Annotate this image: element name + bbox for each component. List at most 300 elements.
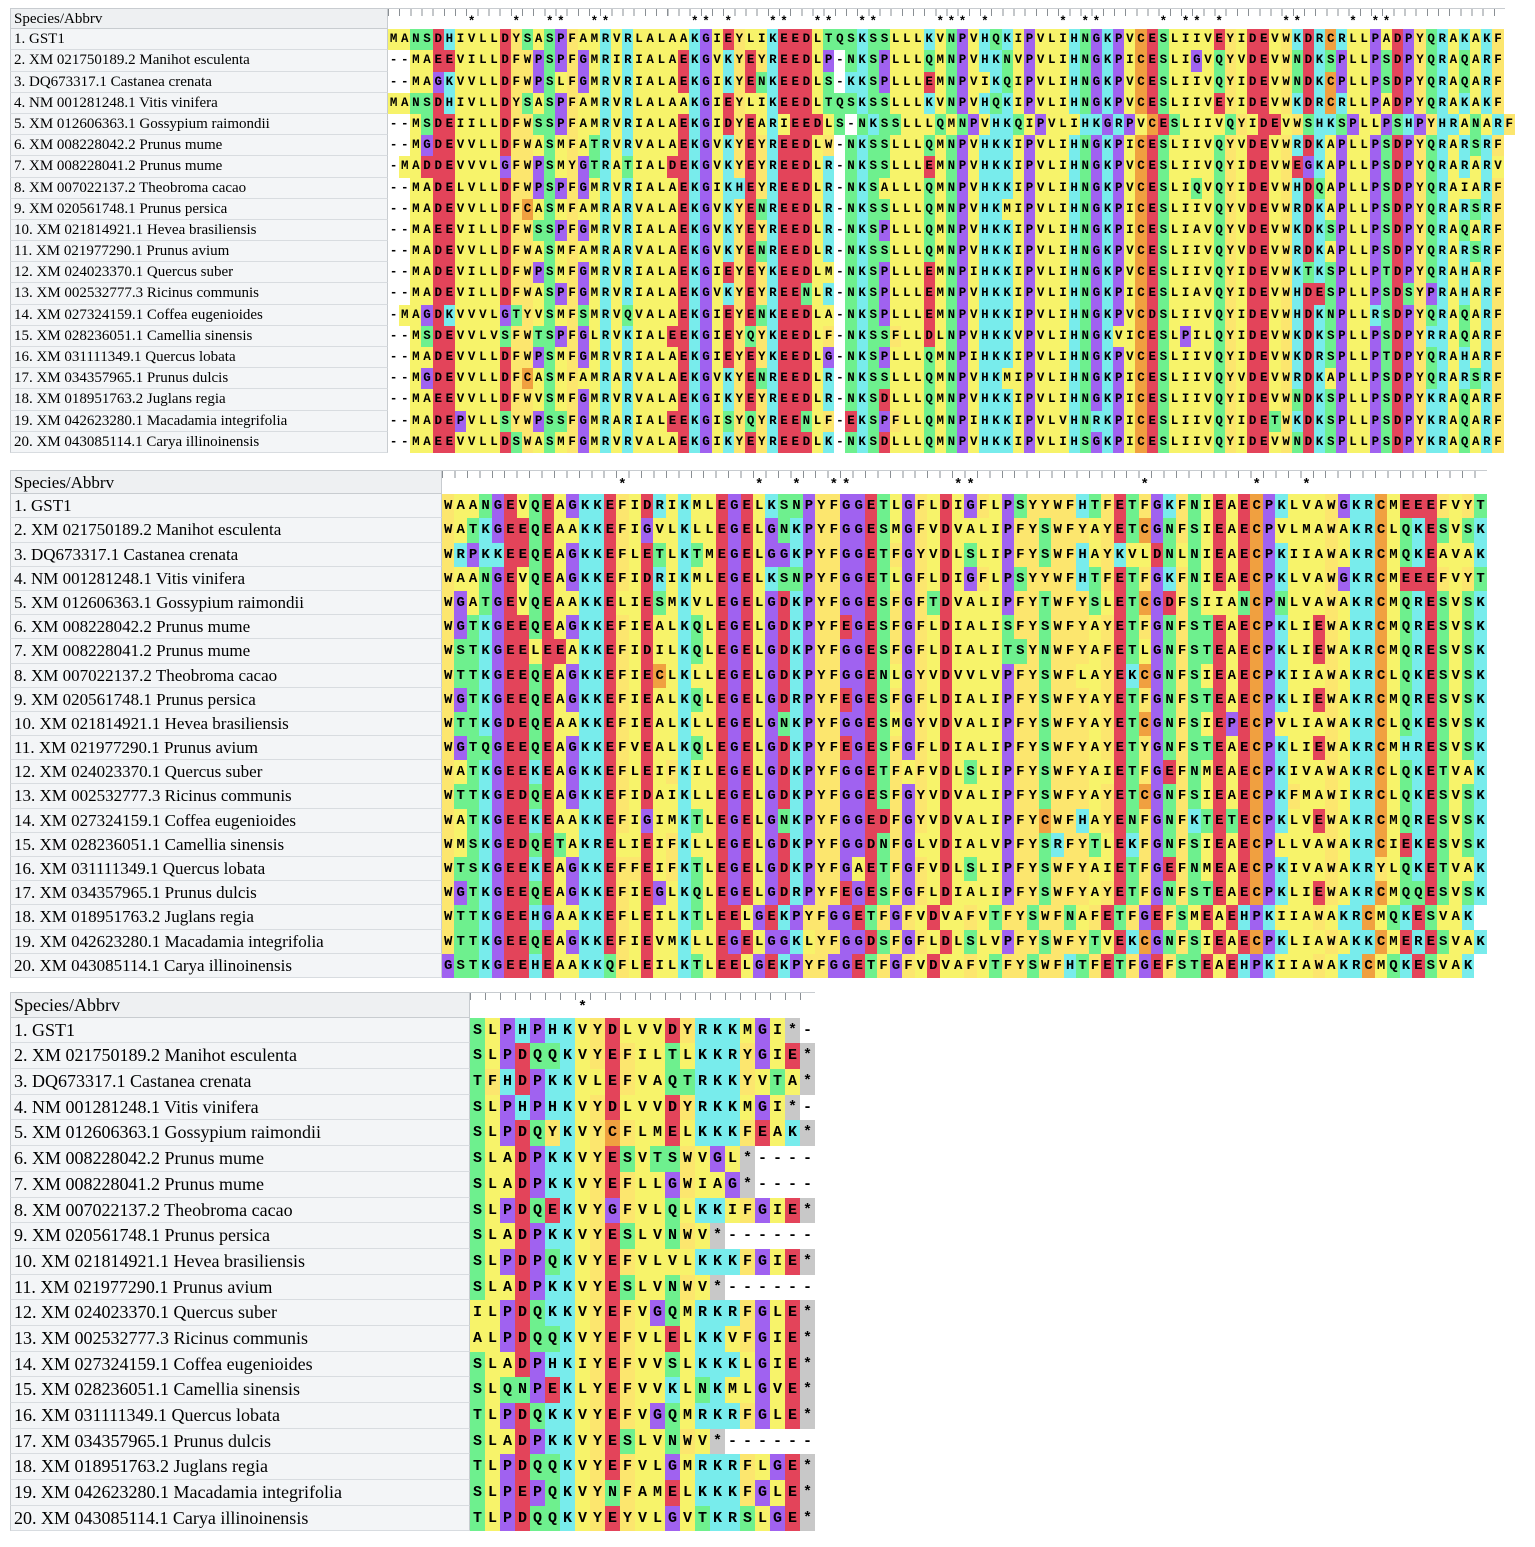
residue-cell: G	[1091, 347, 1102, 368]
species-name[interactable]: 6. XM 008228042.2 Prunus mume	[10, 1146, 470, 1172]
residue-cell: H	[979, 178, 990, 199]
species-header[interactable]: Species/Abbrv	[10, 470, 442, 494]
species-name[interactable]: 7. XM 008228041.2 Prunus mume	[10, 1172, 470, 1198]
residue-cell: M	[555, 262, 566, 283]
residue-cell: P	[957, 283, 968, 304]
residue-cell: R	[1437, 262, 1448, 283]
residue-cell: R	[600, 262, 611, 283]
sequence-row[interactable]	[442, 881, 1487, 905]
residue-cell: E	[1101, 905, 1113, 929]
residue-cell: L	[656, 347, 667, 368]
residue-cell: G	[840, 543, 852, 567]
residue-cell: A	[1481, 114, 1492, 135]
residue-cell: K	[1275, 809, 1287, 833]
residue-cell: -	[845, 114, 856, 135]
residue-cell: T	[454, 857, 466, 881]
residue-cell: R	[1437, 305, 1448, 326]
sequence-row[interactable]	[442, 664, 1487, 688]
species-name[interactable]: 2. XM 021750189.2 Manihot esculenta	[10, 50, 388, 71]
residue-cell: A	[952, 954, 964, 978]
species-name[interactable]: 14. XM 027324159.1 Coffea eugenioides	[10, 305, 388, 326]
species-name[interactable]: 19. XM 042623280.1 Macadamia integrifolia	[10, 411, 388, 432]
sequence-row[interactable]	[388, 156, 1515, 177]
residue-cell: E	[716, 615, 728, 639]
residue-cell: E	[1213, 664, 1225, 688]
residue-cell: E	[517, 518, 529, 542]
residue-cell: L	[1347, 368, 1358, 389]
residue-cell: E	[604, 905, 616, 929]
residue-cell: G	[840, 760, 852, 784]
sequence-row[interactable]	[442, 736, 1487, 760]
species-name[interactable]: 17. XM 034357965.1 Prunus dulcis	[10, 368, 388, 389]
species-name[interactable]: 6. XM 008228042.2 Prunus mume	[10, 135, 388, 156]
residue-cell: L	[890, 368, 901, 389]
species-name[interactable]: 6. XM 008228042.2 Prunus mume	[10, 615, 442, 639]
sequence-row[interactable]	[470, 1326, 815, 1352]
residue-cell: Y	[590, 1275, 605, 1301]
sequence-row[interactable]	[388, 178, 1515, 199]
residue-cell: S	[1039, 736, 1051, 760]
species-name[interactable]: 2. XM 021750189.2 Manihot esculenta	[10, 1043, 470, 1069]
species-name[interactable]: 7. XM 008228041.2 Prunus mume	[10, 156, 388, 177]
species-name[interactable]: 9. XM 020561748.1 Prunus persica	[10, 199, 388, 220]
residue-cell: G	[454, 688, 466, 712]
residue-cell: D	[801, 347, 812, 368]
sequence-row[interactable]	[388, 262, 1515, 283]
sequence-row[interactable]	[470, 1454, 815, 1480]
residue-cell: L	[1169, 220, 1180, 241]
residue-cell: L	[1347, 93, 1358, 114]
residue-cell: L	[1169, 241, 1180, 262]
species-name[interactable]: 20. XM 043085114.1 Carya illinoinensis	[10, 432, 388, 453]
species-name[interactable]: 13. XM 002532777.3 Ricinus communis	[10, 784, 442, 808]
residue-cell: A	[1313, 760, 1325, 784]
species-name[interactable]: 16. XM 031111349.1 Quercus lobata	[10, 1403, 470, 1429]
consensus-row	[442, 470, 1487, 494]
species-name[interactable]: 4. NM 001281248.1 Vitis vinifera	[10, 1095, 470, 1121]
residue-cell: Y	[1139, 736, 1151, 760]
residue-cell: M	[410, 199, 421, 220]
residue-cell: Q	[1214, 389, 1225, 410]
residue-cell: D	[500, 114, 511, 135]
consensus-mark: *	[829, 477, 838, 493]
residue-cell: G	[755, 1377, 770, 1403]
residue-cell: V	[1035, 347, 1046, 368]
species-name[interactable]: 10. XM 021814921.1 Hevea brasiliensis	[10, 1249, 470, 1275]
residue-cell: F	[828, 494, 840, 518]
sequence-row[interactable]	[388, 241, 1515, 262]
species-name[interactable]: 1. GST1	[10, 1018, 470, 1044]
residue-cell: P	[1113, 411, 1124, 432]
residue-cell: F	[616, 712, 628, 736]
residue-cell: P	[803, 518, 815, 542]
residue-cell: Q	[529, 688, 541, 712]
sequence-row[interactable]	[388, 72, 1515, 93]
species-name[interactable]: 14. XM 027324159.1 Coffea eugenioides	[10, 809, 442, 833]
sequence-row[interactable]	[442, 905, 1487, 929]
residue-cell: F	[616, 736, 628, 760]
residue-cell: A	[1338, 543, 1350, 567]
species-name[interactable]: 10. XM 021814921.1 Hevea brasiliensis	[10, 220, 388, 241]
residue-cell: L	[633, 29, 644, 50]
residue-cell: I	[1124, 135, 1135, 156]
residue-cell: A	[1448, 156, 1459, 177]
sequence-row[interactable]	[470, 1198, 815, 1224]
residue-cell: G	[578, 347, 589, 368]
species-name[interactable]: 13. XM 002532777.3 Ricinus communis	[10, 1326, 470, 1352]
species-name[interactable]: 11. XM 021977290.1 Prunus avium	[10, 241, 388, 262]
residue-cell: S	[1403, 283, 1414, 304]
residue-cell: K	[689, 411, 700, 432]
sequence-row[interactable]	[388, 347, 1515, 368]
sequence-row[interactable]	[388, 432, 1515, 453]
residue-cell: C	[1135, 156, 1146, 177]
residue-cell: A	[1089, 809, 1101, 833]
residue-cell: -	[388, 220, 399, 241]
sequence-row[interactable]	[442, 809, 1487, 833]
species-name[interactable]: 4. NM 001281248.1 Vitis vinifera	[10, 93, 388, 114]
sequence-row[interactable]	[470, 1146, 815, 1172]
residue-cell: Y	[734, 135, 745, 156]
residue-cell: W	[1281, 432, 1292, 453]
sequence-row[interactable]	[470, 1223, 815, 1249]
sequence-panel[interactable]	[470, 992, 815, 1531]
residue-cell: V	[968, 220, 979, 241]
residue-cell: I	[770, 1018, 785, 1044]
sequence-row[interactable]	[388, 326, 1515, 347]
residue-cell: E	[852, 954, 864, 978]
residue-cell: E	[723, 262, 734, 283]
residue-cell: G	[890, 905, 902, 929]
species-name[interactable]: 1. GST1	[10, 494, 442, 518]
residue-cell: V	[635, 1300, 650, 1326]
species-name[interactable]: 5. XM 012606363.1 Gossypium raimondii	[10, 114, 388, 135]
residue-cell: T	[1126, 494, 1138, 518]
residue-cell: I	[968, 347, 979, 368]
sequence-row[interactable]	[388, 283, 1515, 304]
species-name[interactable]: 2. XM 021750189.2 Manihot esculenta	[10, 518, 442, 542]
residue-cell: L	[629, 760, 641, 784]
species-name[interactable]: 11. XM 021977290.1 Prunus avium	[10, 1275, 470, 1301]
residue-cell: L	[666, 543, 678, 567]
residue-cell: C	[1250, 494, 1262, 518]
species-name[interactable]: 9. XM 020561748.1 Prunus persica	[10, 1223, 470, 1249]
sequence-panel[interactable]	[442, 470, 1487, 978]
residue-cell: V	[455, 389, 466, 410]
residue-cell: V	[1449, 664, 1461, 688]
species-name[interactable]: 5. XM 012606363.1 Gossypium raimondii	[10, 591, 442, 615]
residue-cell: W	[1281, 93, 1292, 114]
species-name[interactable]: 3. DQ673317.1 Castanea crenata	[10, 72, 388, 93]
sequence-row[interactable]	[470, 1403, 815, 1429]
sequence-row[interactable]	[442, 615, 1487, 639]
species-name[interactable]: 15. XM 028236051.1 Camellia sinensis	[10, 326, 388, 347]
residue-cell: R	[622, 93, 633, 114]
residue-cell: K	[560, 1146, 575, 1172]
residue-cell: A	[1089, 881, 1101, 905]
sequence-row[interactable]	[442, 954, 1487, 978]
residue-cell: L	[1387, 784, 1399, 808]
species-name[interactable]: 1. GST1	[10, 29, 388, 50]
sequence-row[interactable]	[442, 833, 1487, 857]
residue-cell: -	[834, 283, 845, 304]
residue-cell: K	[1275, 688, 1287, 712]
residue-cell: F	[902, 905, 914, 929]
residue-cell: M	[589, 241, 600, 262]
residue-cell: F	[1176, 881, 1188, 905]
residue-cell: V	[1202, 220, 1213, 241]
sequence-row[interactable]	[442, 930, 1487, 954]
residue-cell: Y	[1101, 881, 1113, 905]
residue-cell: I	[1202, 114, 1213, 135]
residue-cell: -	[388, 241, 399, 262]
residue-cell: G	[902, 809, 914, 833]
species-name[interactable]: 16. XM 031111349.1 Quercus lobata	[10, 857, 442, 881]
species-name[interactable]: 3. DQ673317.1 Castanea crenata	[10, 1069, 470, 1095]
residue-cell: S	[421, 326, 432, 347]
residue-cell: A	[611, 411, 622, 432]
sequence-row[interactable]	[388, 220, 1515, 241]
residue-cell: D	[1303, 347, 1314, 368]
residue-cell: E	[741, 543, 753, 567]
sequence-row[interactable]	[388, 135, 1515, 156]
residue-cell: M	[410, 411, 421, 432]
species-name[interactable]: 11. XM 021977290.1 Prunus avium	[10, 736, 442, 760]
species-name[interactable]: 3. DQ673317.1 Castanea crenata	[10, 543, 442, 567]
residue-cell: N	[790, 494, 802, 518]
sequence-row[interactable]	[442, 639, 1487, 663]
residue-cell: P	[1403, 432, 1414, 453]
species-name[interactable]: 8. XM 007022137.2 Theobroma cacao	[10, 178, 388, 199]
species-header[interactable]: Species/Abbrv	[10, 992, 470, 1018]
residue-cell: E	[1114, 857, 1126, 881]
residue-cell: K	[560, 1018, 575, 1044]
sequence-row[interactable]	[442, 712, 1487, 736]
residue-cell: N	[1163, 615, 1175, 639]
residue-cell: E	[1258, 389, 1269, 410]
sequence-row[interactable]	[388, 389, 1515, 410]
residue-cell: L	[656, 305, 667, 326]
residue-cell: L	[1288, 712, 1300, 736]
residue-cell: K	[678, 833, 690, 857]
residue-cell: V	[1113, 326, 1124, 347]
sequence-row[interactable]	[442, 688, 1487, 712]
residue-cell: V	[952, 809, 964, 833]
sequence-row[interactable]	[442, 543, 1487, 567]
species-name[interactable]: 4. NM 001281248.1 Vitis vinifera	[10, 567, 442, 591]
residue-cell: E	[1400, 930, 1412, 954]
residue-cell: D	[778, 688, 790, 712]
species-name[interactable]: 8. XM 007022137.2 Theobroma cacao	[10, 1198, 470, 1224]
residue-cell: E	[517, 857, 529, 881]
residue-cell: P	[1024, 135, 1035, 156]
residue-cell: P	[1113, 199, 1124, 220]
residue-cell: E	[741, 857, 753, 881]
sequence-row[interactable]	[470, 1506, 815, 1532]
residue-cell: V	[1035, 305, 1046, 326]
residue-cell: I	[1057, 389, 1068, 410]
sequence-row[interactable]	[388, 50, 1515, 71]
sequence-row[interactable]	[442, 760, 1487, 784]
residue-cell: C	[1250, 784, 1262, 808]
residue-cell: Q	[1400, 881, 1412, 905]
residue-cell: Y	[734, 305, 745, 326]
residue-cell: I	[712, 347, 723, 368]
sequence-row[interactable]	[470, 1043, 815, 1069]
residue-cell: -	[770, 1146, 785, 1172]
sequence-row[interactable]	[470, 1018, 815, 1044]
residue-cell: I	[1180, 283, 1191, 304]
sequence-row[interactable]	[470, 1429, 815, 1455]
species-header[interactable]: Species/Abbrv	[10, 8, 388, 29]
species-name[interactable]: 20. XM 043085114.1 Carya illinoinensis	[10, 1506, 470, 1532]
residue-cell: Y	[1225, 156, 1236, 177]
species-name[interactable]: 8. XM 007022137.2 Theobroma cacao	[10, 664, 442, 688]
sequence-row[interactable]	[442, 591, 1487, 615]
species-name[interactable]: 5. XM 012606363.1 Gossypium raimondii	[10, 1120, 470, 1146]
species-name[interactable]: 19. XM 042623280.1 Macadamia integrifolia	[10, 930, 442, 954]
residue-cell: S	[1188, 688, 1200, 712]
species-name[interactable]: 12. XM 024023370.1 Quercus suber	[10, 262, 388, 283]
species-name[interactable]: 20. XM 043085114.1 Carya illinoinensis	[10, 954, 442, 978]
residue-cell: I	[1191, 135, 1202, 156]
sequence-row[interactable]	[442, 784, 1487, 808]
species-name[interactable]: 14. XM 027324159.1 Coffea eugenioides	[10, 1352, 470, 1378]
residue-cell: E	[1238, 567, 1250, 591]
sequence-panel[interactable]	[388, 8, 1515, 453]
residue-cell: L	[650, 1172, 665, 1198]
species-name[interactable]: 12. XM 024023370.1 Quercus suber	[10, 760, 442, 784]
sequence-row[interactable]	[442, 494, 1487, 518]
residue-cell: F	[1014, 712, 1026, 736]
species-name[interactable]: 17. XM 034357965.1 Prunus dulcis	[10, 1429, 470, 1455]
residue-cell: K	[990, 347, 1001, 368]
residue-cell: A	[645, 368, 656, 389]
species-name[interactable]: 15. XM 028236051.1 Camellia sinensis	[10, 1377, 470, 1403]
residue-cell: L	[1046, 262, 1057, 283]
residue-cell: V	[927, 760, 939, 784]
species-name[interactable]: 17. XM 034357965.1 Prunus dulcis	[10, 881, 442, 905]
residue-cell: K	[479, 664, 491, 688]
residue-cell: Y	[1101, 615, 1113, 639]
sequence-row[interactable]	[388, 411, 1515, 432]
residue-cell: K	[579, 494, 591, 518]
residue-cell: S	[868, 220, 879, 241]
residue-cell: I	[952, 615, 964, 639]
residue-cell: N	[1064, 905, 1076, 929]
sequence-row[interactable]	[470, 1300, 815, 1326]
sequence-row[interactable]	[388, 368, 1515, 389]
residue-cell: G	[1091, 432, 1102, 453]
residue-cell: R	[823, 156, 834, 177]
residue-cell: N	[1163, 784, 1175, 808]
species-name[interactable]: 12. XM 024023370.1 Quercus suber	[10, 1300, 470, 1326]
residue-cell: T	[1002, 639, 1014, 663]
residue-cell: L	[485, 1352, 500, 1378]
residue-cell: M	[1387, 639, 1399, 663]
sequence-row[interactable]	[470, 1172, 815, 1198]
species-name[interactable]: 19. XM 042623280.1 Macadamia integrifolia	[10, 1480, 470, 1506]
species-name[interactable]: 15. XM 028236051.1 Camellia sinensis	[10, 833, 442, 857]
residue-cell: H	[979, 305, 990, 326]
sequence-row[interactable]	[442, 857, 1487, 881]
sequence-row[interactable]	[470, 1249, 815, 1275]
residue-cell: S	[1470, 368, 1481, 389]
residue-cell: E	[605, 1172, 620, 1198]
residue-cell: P	[1370, 432, 1381, 453]
residue-cell: L	[890, 220, 901, 241]
sequence-row[interactable]	[470, 1377, 815, 1403]
residue-cell: E	[790, 432, 801, 453]
residue-cell: Y	[734, 50, 745, 71]
residue-cell: V	[1449, 881, 1461, 905]
sequence-row[interactable]	[470, 1120, 815, 1146]
sequence-row[interactable]	[470, 1275, 815, 1301]
species-name[interactable]: 13. XM 002532777.3 Ricinus communis	[10, 283, 388, 304]
residue-cell: L	[812, 347, 823, 368]
sequence-row[interactable]	[388, 199, 1515, 220]
residue-cell: P	[957, 135, 968, 156]
residue-cell: P	[957, 368, 968, 389]
species-name[interactable]: 16. XM 031111349.1 Quercus lobata	[10, 347, 388, 368]
residue-cell: E	[1147, 199, 1158, 220]
species-name[interactable]: 7. XM 008228041.2 Prunus mume	[10, 639, 442, 663]
sequence-row[interactable]	[470, 1480, 815, 1506]
residue-cell: H	[444, 93, 455, 114]
residue-cell: Q	[1426, 368, 1437, 389]
species-name[interactable]: 18. XM 018951763.2 Juglans regia	[10, 389, 388, 410]
residue-cell: I	[989, 736, 1001, 760]
species-name[interactable]: 18. XM 018951763.2 Juglans regia	[10, 905, 442, 929]
residue-cell: I	[1236, 283, 1247, 304]
species-name[interactable]: 10. XM 021814921.1 Hevea brasiliensis	[10, 712, 442, 736]
residue-cell: A	[879, 178, 890, 199]
residue-cell: M	[410, 178, 421, 199]
sequence-row[interactable]	[470, 1095, 815, 1121]
residue-cell: E	[778, 305, 789, 326]
residue-cell: M	[1387, 615, 1399, 639]
sequence-row[interactable]	[388, 114, 1515, 135]
sequence-row[interactable]	[388, 93, 1515, 114]
residue-cell: G	[492, 688, 504, 712]
residue-cell: V	[611, 283, 622, 304]
residue-cell: D	[801, 178, 812, 199]
sequence-row[interactable]	[388, 305, 1515, 326]
sequence-row[interactable]	[388, 29, 1515, 50]
residue-cell: Y	[1225, 347, 1236, 368]
residue-cell: D	[605, 1018, 620, 1044]
residue-cell: L	[753, 639, 765, 663]
residue-cell: K	[1474, 809, 1486, 833]
residue-cell: K	[560, 1198, 575, 1224]
residue-cell: F	[666, 833, 678, 857]
sequence-row[interactable]	[442, 567, 1487, 591]
residue-cell: E	[845, 411, 856, 432]
residue-cell: E	[865, 518, 877, 542]
species-name[interactable]: 9. XM 020561748.1 Prunus persica	[10, 688, 442, 712]
residue-cell: M	[823, 262, 834, 283]
sequence-row[interactable]	[442, 518, 1487, 542]
residue-cell: Q	[1314, 178, 1325, 199]
species-name[interactable]: 18. XM 018951763.2 Juglans regia	[10, 1454, 470, 1480]
residue-cell: K	[695, 1352, 710, 1378]
residue-cell: S	[544, 50, 555, 71]
sequence-row[interactable]	[470, 1069, 815, 1095]
residue-cell: K	[1102, 72, 1113, 93]
sequence-row[interactable]	[470, 1352, 815, 1378]
residue-cell: M	[1300, 784, 1312, 808]
residue-cell: L	[745, 93, 756, 114]
